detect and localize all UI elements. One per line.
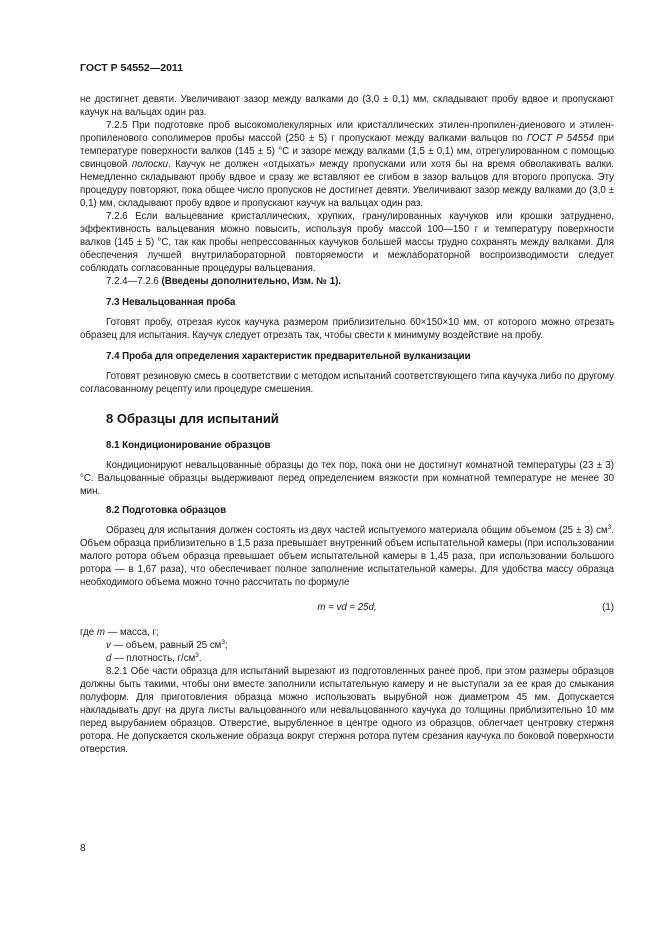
paragraph-8-2-1: 8.2.1 Обе части образца для испытаний вырезают из подготовленных ранее проб, при этом размеры образцов должны быть такими, чтобы они вместе заполнили испытательную камеру и не выступали за ее края до смыкания полуформ. Для приготовления образца можно использовать вырубной нож диаметром 45 мм. Допускается накладывать друг на друга листы вальцованного или невальцованного каучука до толщины приблизительно 10 мм перед вырубанием образцов. Отверстие, вырубленное в центре одного из образцов, облегчает центровку стержня ротора. Не допускается скольжение образца вокруг стержня ротора путем срезания каучука по боковой поверхности отверстия. [80,666,614,755]
formula-1 [80,601,614,614]
section-8-title: 8 Образцы для испытаний [106,411,279,426]
formula-where-v: v — объем, равный 25 $см^3$; [106,639,228,651]
formula-where-m: где m — масса, г; [80,627,159,638]
paragraph-7-2-6: 7.2.6 Если вальцевание кристаллических, хрупких, гранулированных каучуков или крошки затруднено, эффективность вальцевания можно повысить, используя пробу массой 100—150 г и температуру поверхности валков (145 ± 5) °С, так как пробы непрессованных каучуков большей массы трудно сохранять между валками. Для обеспечения лучшей внутрилабораторной повторяемости и межлабораторной воспроизводимости следует соблюдать согласованные процедуры вальцевания. [80,211,614,274]
section-7-3-title: 7.3 Невальцованная проба [106,297,236,308]
section-8-1-title: 8.1 Кондиционирование образцов [106,440,271,451]
section-7-3-text: Готовят пробу, отрезая кусок каучука размером приблизительно 60×150×10 мм, от которого можно отрезать образец для испытания. Каучук следует отрезать так, чтобы свести к минимуму воздействие на пробу. [80,317,614,341]
standard-reference: ГОСТ Р 54554 [526,133,594,144]
page-header-standard: ГОСТ Р 54552—2011 [80,62,184,74]
page-content [80,93,614,756]
section-8-2-title: 8.2 Подготовка образцов [106,505,227,516]
section-7-4-text: Готовят резиновую смесь в соответствии с методом испытаний соответствующего типа каучука либо по другому согласованному рецепту или процедуре смешения. [80,371,614,395]
formula-where-d: d — плотность, $г/см^3$. [106,652,202,664]
formula-expression: m = vd = 25d, [317,602,377,613]
page-number: 8 [80,843,86,854]
paragraph-amendment-note: 7.2.4—7.2.6 (Введены дополнительно, Изм. № 1). [106,276,342,287]
formula-number: (1) [602,602,614,613]
section-8-2-text: Образец для испытания должен состоять из двух частей испытуемого материала общим объемом (25 ± 3) $см^3$. Объем образца приблизительно в 1,5 раза превышает внутренний объем испытательной камеры (при использовании малого ротора объем образца превышает объем испытательной камеры в 1,45 раза, при использовании большого ротора — в 1,67 раза), что обеспечивает полное заполнение испытательной камеры. Для удобства массу образца необходимого объема можно точно рассчитать по формуле [80,524,614,588]
paragraph-7-2-5: 7.2.5 При подготовке проб высокомолекулярных или кристаллических этилен-пропилен-диенового и этилен-пропиленового сополимеров пробы массой (250 ± 5) г пропускают между валками вальцов по ГОСТ Р 54554 при температуре поверхности валков (145 ± 5) °С и зазоре между валками (1,5 ± 0,1) мм, отрегулированном с помощью свинцовой полоски. Каучук не должен «отдыхать» между пропусками или хотя бы на время обволакивать валки. Немедленно складывают пробу вдвое и сразу же вставляют ее сгибом в зазор вальцов для второго пропуска. Эту процедуру повторяют, пока общее число пропусков не достигнет девяти. Увеличивают зазор между валками до (3,0 ± 0,1) мм, складывают пробу вдвое и пропускают каучук на вальцах один раз. [80,120,615,209]
section-7-4-title: 7.4 Проба для определения характеристик предварительной вулканизации [106,351,471,362]
section-8-1-text: Кондиционируют невальцованные образцы до тех пор, пока они не достигнут комнатной температуры (23 ± 3) °С. Вальцованные образцы выдерживают перед определением вязкости при комнатной температуре не менее 30 мин. [80,460,614,497]
paragraph-continuation: не достигнет девяти. Увеличивают зазор между валками до (3,0 ± 0,1) мм, складывают пробу вдвое и пропускают каучук на вальцах один раз. [80,94,614,118]
